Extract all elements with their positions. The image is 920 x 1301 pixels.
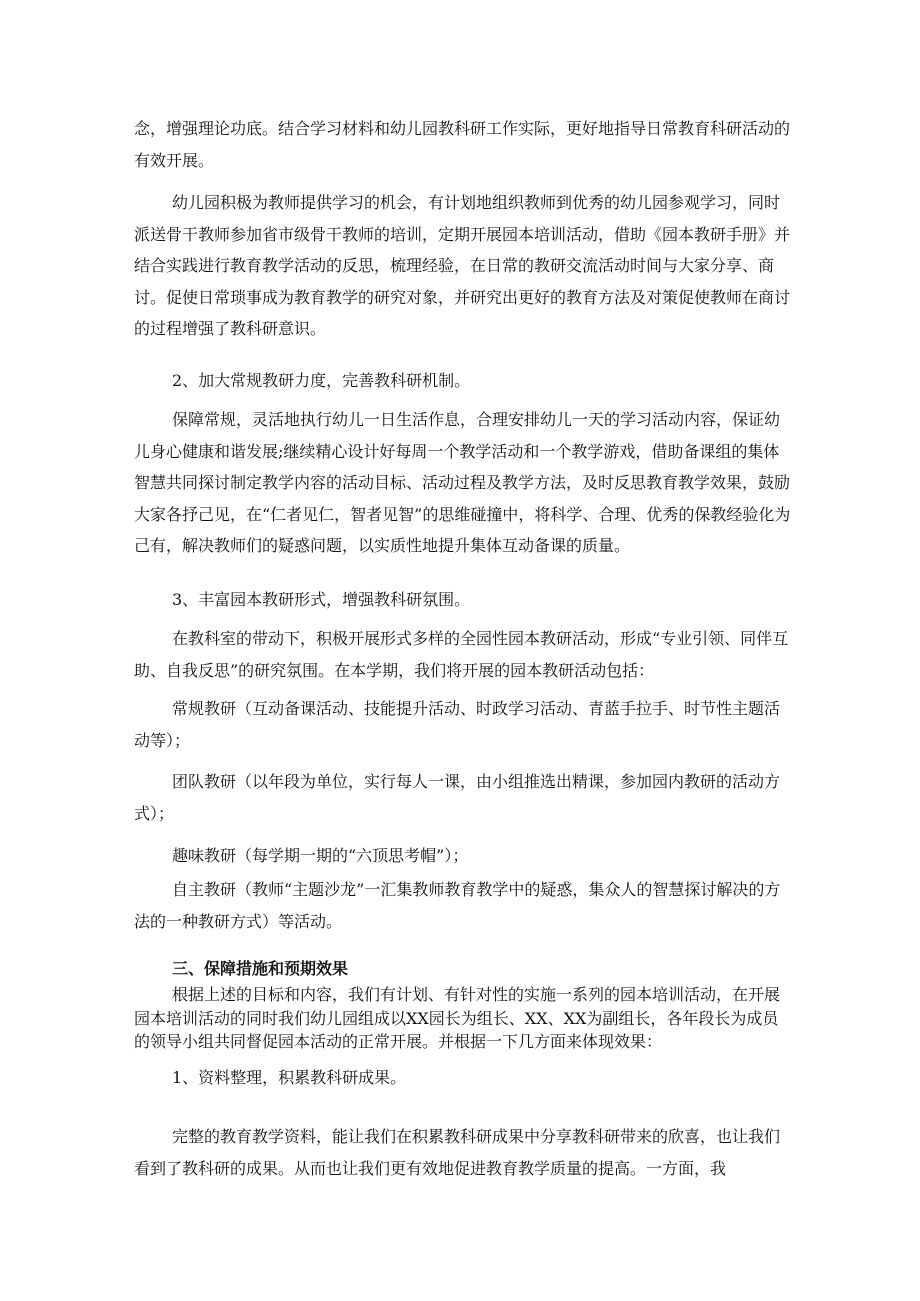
paragraph-continuation: 念，增强理论功底。结合学习材料和幼儿园教科研工作实际，更好地指导日常教育科研活动的有效开展。 bbox=[134, 119, 791, 170]
section-item-1-heading: 1、资料整理，积累教科研成果。 bbox=[172, 1068, 407, 1087]
paragraph-research-forms: 在教科室的带动下，积极开展形式多样的全园性园本教研活动，形成“专业引领、同伴互助、自我反思”的研究氛围。在本学期，我们将开展的园本教研活动包括： bbox=[134, 629, 789, 680]
paragraph-teacher-learning: 幼儿园积极为教师提供学习的机会，有计划地组织教师到优秀的幼儿园参观学习，同时派送骨干教师参加省市级骨干教师的培训，定期开展园本培训活动，借助《园本教研手册》并结合实践进行教育教学活动的反思，梳理经验，在日常的教研交流活动时间与大家分享、商讨。促使日常琐事成为教育教学的研究对象，并研究出更好的教育方法及对策促使教师在商讨的过程增强了教科研意识。 bbox=[134, 193, 791, 338]
list-item-fun: 趣味教研（每学期一期的“六顶思考帽”）； bbox=[172, 846, 469, 865]
paragraph-materials: 完整的教育教学资料，能让我们在积累教科研成果中分享教科研带来的欣喜，也让我们看到了教科研的成果。从而也让我们更有效地促进教育教学质量的提高。一方面，我 bbox=[134, 1127, 781, 1178]
section-heading-3: 三、保障措施和预期效果 bbox=[172, 959, 349, 978]
section-item-2-heading: 2、加大常规教研力度，完善教科研机制。 bbox=[172, 371, 471, 390]
list-item-self: 自主教研（教师“主题沙龙”一汇集教师教育教学中的疑惑，集众人的智慧探讨解决的方法的一种教研方式）等活动。 bbox=[134, 880, 781, 931]
paragraph-routine-research: 保障常规，灵活地执行幼儿一日生活作息，合理安排幼儿一天的学习活动内容，保证幼儿身心健康和谐发展;继续精心设计好每周一个教学活动和一个教学游戏，借助备课组的集体智慧共同探讨制定教学内容的活动目标、活动过程及教学方法，及时反思教育教学效果，鼓励大家各抒己见，在“仁者见仁，智者见智”的思维碰撞中，将科学、合理、优秀的保教经验化为己有，解决教师们的疑惑问题，以实质性地提升集体互动备课的质量。 bbox=[134, 410, 791, 555]
paragraph-measures: 根据上述的目标和内容，我们有计划、有针对性的实施一系列的园本培训活动，在开展园本培训活动的同时我们幼儿园组成以XX园长为组长、XX、XX为副组长，各年段长为成员的领导小组共同督促园本活动的正常开展。并根据一下几方面来体现效果： bbox=[134, 985, 781, 1051]
list-item-routine: 常规教研（互动备课活动、技能提升活动、时政学习活动、青蓝手拉手、时节性主题活动等）； bbox=[134, 699, 781, 750]
list-item-team: 团队教研（以年段为单位，实行每人一课，由小组推选出精课，参加园内教研的活动方式）； bbox=[134, 772, 781, 823]
section-item-3-heading: 3、丰富园本教研形式，增强教科研氛围。 bbox=[172, 590, 471, 609]
